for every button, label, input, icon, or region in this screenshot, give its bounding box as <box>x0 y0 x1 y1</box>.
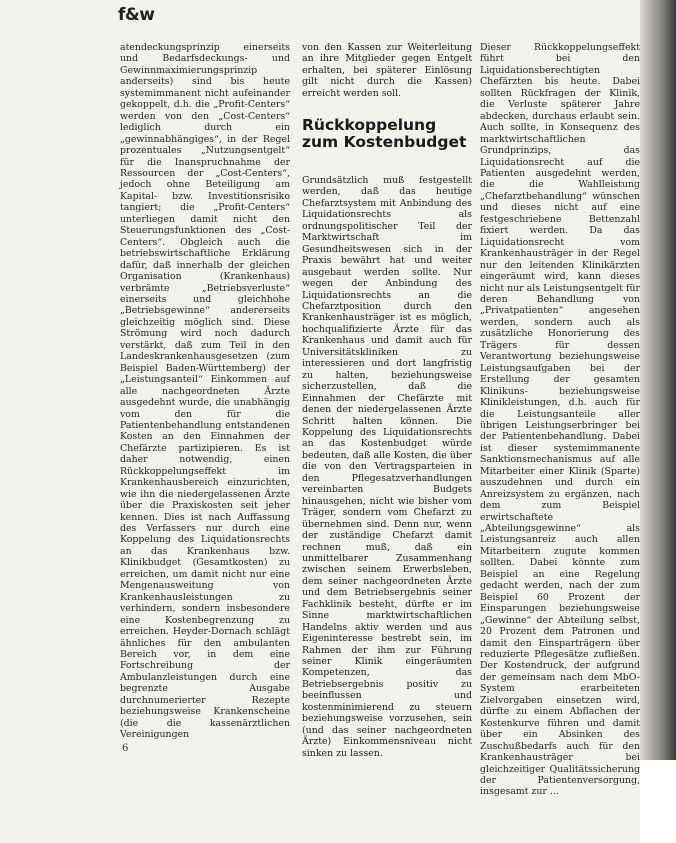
column-1-paragraph: atendeckungsprinzip einerseits und Bedarfsdeckungs- und Gewinnmaximierungsprinzip anderseits) sind bis heute systemimmanent nicht aufeinander gekoppelt, d.h. die „Profit-Centers“ werden von den „Cost-Centers“ lediglich durch ein „gewinnabhängiges“, in der Regel prozentuales „Nutzungsentgelt“ für die Inanspruchnahme der Ressourcen der „Cost-Centers“, jedoch ohne Beteiligung am Kapital- bzw. Investitionsrisiko tangiert; die „Profit-Centers“ unterliegen damit nicht den Steuerungsfunktionen des „Cost-Centers“. Obgleich auch die betriebswirtschaftliche Erklärung dafür, daß innerhalb der gleichen Organisation (Krankenhaus) verbrämte „Betriebsverluste“ einerseits und gleichhohe „Betriebsgewinne“ andererseits gleichzeitig möglich sind. Diese Strömung wird noch dadurch verstärkt, daß zum Teil in den Landeskrankenhausgesetzen (zum Beispiel Baden-Württemberg) der „Leistungsanteil“ Einkommen auf alle nachgeordneten Ärzte ausgedehnt wurde, die unabhängig vom den für die Patientenbehandlung entstandenen Kosten an den Einnahmen der Chefärzte partizipieren. Es ist daher notwendig, einen Rückkoppelungseffekt im Krankenhausbereich einzurichten, wie ihn die niedergelassenen Ärzte über die Praxiskosten seit jeher kennen. Dies ist nach Auffassung des Verfassers nur durch eine Koppelung des Liquidationsrechts an das Krankenhaus bzw. Klinikbudget (Gesamtkosten) zu erreichen, um damit nicht nur eine Mengenausweitung von Krankenhausleistungen zu verhindern, sondern insbesondere eine Kostenbegrenzung zu erreichen. Heyder-Dornach schlägt ähnliches für den ambulanten Bereich vor, in dem eine Fortschreibung der Ambulanzleistungen durch eine begrenzte Ausgabe durchnumerierter Rezepte beziehungsweise Krankenscheine (die die kassenärztlichen Vereinigungen <box>120 42 290 741</box>
page-edge-background <box>640 760 676 843</box>
column-2-top-paragraph: von den Kassen zur Weiterleitung an ihre Mitglieder gegen Entgelt erhalten, bei späterer Einlösung gilt nicht durch die Kassen) erreicht werden soll. <box>302 42 472 99</box>
text-column-1 <box>120 42 290 742</box>
masthead: f&w <box>118 5 155 25</box>
section-heading-line-2: zum Kostenbudget <box>302 133 467 151</box>
section-heading-line-1: Rückkoppelung <box>302 116 437 134</box>
text-column-3 <box>480 42 640 798</box>
text-column-2-body <box>302 175 472 759</box>
column-2-body-paragraph: Grundsätzlich muß festgestellt werden, daß das heutige Chefarztsystem mit Anbindung des Liquidationsrechts als ordnungspolitischer Teil der Marktwirtschaft im Gesundheitswesen sich in der Praxis bewährt hat und weiter ausgebaut werden sollte. Nur wegen der Anbindung des Liquidationsrechts an die Chefarztposition durch den Krankenhausträger ist es möglich, hochqualifizierte Ärzte für das Krankenhaus und damit auch für Universitätskliniken zu interessieren und dort langfristig zu halten, beziehungsweise sicherzustellen, daß die Einnahmen der Chefärzte mit denen der niedergelassenen Ärzte Schritt halten können. Die Koppelung des Liquidationsrechts an das Kostenbudget würde bedeuten, daß alle Kosten, die über die von den Vertragsparteien in den Pflegesatzverhandlungen vereinbarten Budgets hinausgehen, nicht wie bisher vom Träger, sondern vom Chefarzt zu übernehmen sind. Denn nur, wenn der zuständige Chefarzt damit rechnen muß, daß ein unmittelbarer Zusammenhang zwischen seinem Erwerbsleben, dem seiner nachgeordneten Ärzte und dem Betriebsergebnis seiner Fachklinik besteht, dürfte er im Sinne marktwirtschaftlichen Handelns aktiv werden und aus Eigeninteresse bestrebt sein, im Rahmen der ihm zur Führung seiner Klinik eingeräumten Kompetenzen, das Betriebsergebnis positiv zu beeinflussen und kostenminimierend zu steuern beziehungsweise vorzusehen, sein (und das seiner nachgeordneten Ärzte) Einkommensniveau nicht sinken zu lassen. <box>302 175 472 759</box>
page-number: 6 <box>122 743 129 754</box>
page-edge-shadow <box>640 0 676 760</box>
section-heading <box>302 117 472 151</box>
column-3-paragraph: Dieser Rückkoppelungseffekt führt bei den Liquidationsberechtigten Chefärzten bis heute. Dabei sollten Rückfragen der Klinik, die Verluste späterer Jahre abdecken, durchaus erlaubt sein. Auch sollte, in Konsequenz des marktwirtschaftlichen Grundprinzips, das Liquidationsrecht auf die Patienten ausgedehnt werden, die die Wahlleistung „Chefarztbehandlung“ wünschen und dieses nicht auf eine festgeschriebene Bettenzahl fixiert werden. Da das Liquidationsrecht vom Krankenhausträger in der Regel nur den leitenden Klinikärzten eingeräumt wird, kann dieses nicht nur als Leistungsentgelt für deren Behandlung von „Privatpatienten“ angesehen werden, sondern auch als zusätzliche Honorierung des Trägers für dessen Verantwortung beziehungsweise Leistungsaufgaben bei der Erstellung der gesamten Klinikuns- beziehungsweise Klinikleistungen, d.h. auch für die Leistungsanteile aller übrigen Leistungserbringer bei der Patientenbehandlung. Dabei ist dieser systemimmanente Sanktionsmechanismus auf alle Mitarbeiter einer Klinik (Sparte) auszudehnen und durch ein Anreizsystem zu ergänzen, nach dem zum Beispiel erwirtschaftete „Abteilungsgewinne“ als Leistungsanreiz auch allen Mitarbeitern zugute kommen sollten. Dabei könnte zum Beispiel an eine Regelung gedacht werden, nach der zum Beispiel 60 Prozent der Einsparungen beziehungsweise „Gewinne“ der Abteilung selbst, 20 Prozent dem Patronen und damit den Einsparträgern über reduzierte Pflegesätze zufließen. Der Kostendruck, der aufgrund der gemeinsam nach dem MbO-System erarbeiteten Zielvorgaben einsetzen wird, dürfte zu einem Abflachen der Kostenkurve führen und damit über ein Absinken des Zuschußbedarfs auch für den Krankenhausträger bei gleichzeitiger Qualitätssicherung der Patientenversorgung, insgesamt zur ... <box>480 42 640 798</box>
text-column-2-top <box>302 42 472 99</box>
